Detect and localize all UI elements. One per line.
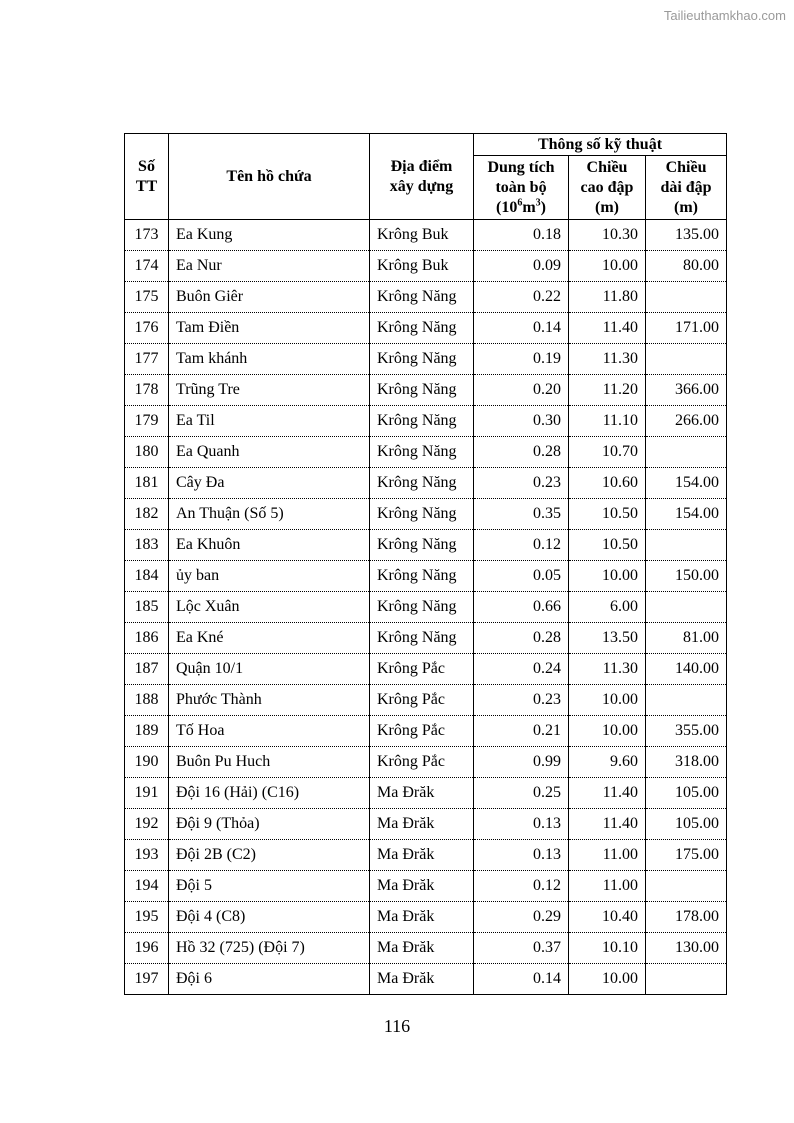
cell-height: 10.40	[569, 902, 646, 933]
cell-stt: 174	[125, 251, 169, 282]
cell-stt: 195	[125, 902, 169, 933]
table-row	[125, 654, 727, 685]
header-capacity-unit-exp1: 6	[517, 197, 523, 209]
cell-location: Ma Đrăk	[370, 933, 474, 964]
table-body	[125, 220, 727, 995]
cell-length: 318.00	[646, 747, 727, 778]
cell-length: 105.00	[646, 778, 727, 809]
cell-location: Krông Năng	[370, 313, 474, 344]
cell-name: Ea Kné	[169, 623, 370, 654]
cell-capacity: 0.99	[474, 747, 569, 778]
cell-capacity: 0.35	[474, 499, 569, 530]
cell-stt: 197	[125, 964, 169, 995]
table-row	[125, 747, 727, 778]
table-row	[125, 902, 727, 933]
cell-name: Đội 6	[169, 964, 370, 995]
cell-location: Ma Đrăk	[370, 840, 474, 871]
cell-stt: 191	[125, 778, 169, 809]
cell-name: Buôn Giêr	[169, 282, 370, 313]
cell-height: 11.40	[569, 778, 646, 809]
cell-capacity: 0.23	[474, 685, 569, 716]
cell-stt: 185	[125, 592, 169, 623]
cell-location: Krông Năng	[370, 623, 474, 654]
cell-name: Đội 4 (C8)	[169, 902, 370, 933]
cell-name: ủy ban	[169, 561, 370, 592]
cell-location: Krông Năng	[370, 344, 474, 375]
table-row	[125, 778, 727, 809]
cell-capacity: 0.22	[474, 282, 569, 313]
cell-capacity: 0.20	[474, 375, 569, 406]
cell-capacity: 0.12	[474, 871, 569, 902]
cell-capacity: 0.25	[474, 778, 569, 809]
cell-capacity: 0.28	[474, 623, 569, 654]
cell-stt: 183	[125, 530, 169, 561]
cell-length: 266.00	[646, 406, 727, 437]
cell-length: 355.00	[646, 716, 727, 747]
cell-length: 366.00	[646, 375, 727, 406]
table-row	[125, 623, 727, 654]
cell-capacity: 0.30	[474, 406, 569, 437]
cell-capacity: 0.14	[474, 964, 569, 995]
header-capacity-label: Dung tích toàn bộ	[487, 158, 555, 196]
cell-stt: 188	[125, 685, 169, 716]
cell-stt: 190	[125, 747, 169, 778]
cell-capacity: 0.12	[474, 530, 569, 561]
cell-capacity: 0.13	[474, 840, 569, 871]
cell-length: 154.00	[646, 499, 727, 530]
cell-height: 10.00	[569, 251, 646, 282]
cell-capacity: 0.19	[474, 344, 569, 375]
header-capacity-unit-exp2: 3	[535, 197, 541, 209]
cell-length: 150.00	[646, 561, 727, 592]
cell-capacity: 0.23	[474, 468, 569, 499]
cell-stt: 189	[125, 716, 169, 747]
cell-capacity: 0.09	[474, 251, 569, 282]
cell-height: 11.10	[569, 406, 646, 437]
cell-stt: 181	[125, 468, 169, 499]
cell-length: 80.00	[646, 251, 727, 282]
cell-location: Krông Năng	[370, 561, 474, 592]
cell-location: Krông Năng	[370, 592, 474, 623]
cell-length	[646, 592, 727, 623]
cell-name: Lộc Xuân	[169, 592, 370, 623]
cell-name: Tam khánh	[169, 344, 370, 375]
cell-location: Ma Đrăk	[370, 902, 474, 933]
cell-stt: 176	[125, 313, 169, 344]
cell-name: Đội 5	[169, 871, 370, 902]
table-row	[125, 499, 727, 530]
table-row	[125, 933, 727, 964]
cell-location: Krông Năng	[370, 468, 474, 499]
cell-length: 171.00	[646, 313, 727, 344]
cell-height: 10.00	[569, 685, 646, 716]
table-row	[125, 840, 727, 871]
table-row	[125, 437, 727, 468]
table-row	[125, 716, 727, 747]
cell-stt: 184	[125, 561, 169, 592]
table-row	[125, 871, 727, 902]
cell-capacity: 0.28	[474, 437, 569, 468]
cell-length: 130.00	[646, 933, 727, 964]
cell-location: Ma Đrăk	[370, 871, 474, 902]
header-stt: Số TT	[125, 134, 169, 220]
cell-location: Krông Buk	[370, 251, 474, 282]
cell-location: Krông Năng	[370, 437, 474, 468]
cell-length: 105.00	[646, 809, 727, 840]
cell-name: Đội 2B (C2)	[169, 840, 370, 871]
table-row	[125, 561, 727, 592]
cell-name: Phước Thành	[169, 685, 370, 716]
table-row	[125, 282, 727, 313]
cell-stt: 180	[125, 437, 169, 468]
cell-height: 10.60	[569, 468, 646, 499]
header-name: Tên hồ chứa	[169, 134, 370, 220]
table-row	[125, 220, 727, 251]
cell-name: Đội 16 (Hải) (C16)	[169, 778, 370, 809]
cell-stt: 177	[125, 344, 169, 375]
cell-height: 9.60	[569, 747, 646, 778]
cell-location: Ma Đrăk	[370, 778, 474, 809]
cell-height: 11.00	[569, 871, 646, 902]
cell-height: 11.40	[569, 809, 646, 840]
table-row	[125, 406, 727, 437]
cell-height: 10.50	[569, 499, 646, 530]
cell-location: Krông Pắc	[370, 716, 474, 747]
cell-length	[646, 344, 727, 375]
table-row	[125, 809, 727, 840]
header-capacity-unit-mid: m	[522, 198, 536, 216]
cell-name: Ea Nur	[169, 251, 370, 282]
cell-height: 11.30	[569, 654, 646, 685]
cell-location: Krông Buk	[370, 220, 474, 251]
cell-length	[646, 437, 727, 468]
header-capacity	[474, 156, 569, 220]
cell-height: 10.50	[569, 530, 646, 561]
cell-capacity: 0.37	[474, 933, 569, 964]
cell-name: Tố Hoa	[169, 716, 370, 747]
cell-length: 135.00	[646, 220, 727, 251]
reservoir-table	[124, 133, 727, 995]
table-row	[125, 592, 727, 623]
cell-height: 10.10	[569, 933, 646, 964]
cell-name: An Thuận (Số 5)	[169, 499, 370, 530]
cell-name: Quận 10/1	[169, 654, 370, 685]
header-location: Địa điểm xây dựng	[370, 134, 474, 220]
cell-name: Ea Kung	[169, 220, 370, 251]
header-length: Chiều dài đập (m)	[646, 156, 727, 220]
cell-capacity: 0.18	[474, 220, 569, 251]
cell-location: Krông Năng	[370, 530, 474, 561]
page-number: 116	[383, 1016, 411, 1036]
cell-location: Krông Năng	[370, 406, 474, 437]
cell-stt: 196	[125, 933, 169, 964]
cell-height: 11.40	[569, 313, 646, 344]
cell-location: Krông Pắc	[370, 654, 474, 685]
table-row	[125, 530, 727, 561]
cell-stt: 194	[125, 871, 169, 902]
cell-length: 140.00	[646, 654, 727, 685]
cell-location: Krông Pắc	[370, 747, 474, 778]
cell-stt: 173	[125, 220, 169, 251]
cell-height: 6.00	[569, 592, 646, 623]
cell-length: 154.00	[646, 468, 727, 499]
table-row	[125, 251, 727, 282]
table-header	[125, 134, 727, 220]
cell-stt: 175	[125, 282, 169, 313]
cell-length	[646, 685, 727, 716]
cell-location: Ma Đrăk	[370, 964, 474, 995]
cell-name: Ea Khuôn	[169, 530, 370, 561]
cell-height: 10.70	[569, 437, 646, 468]
cell-location: Krông Pắc	[370, 685, 474, 716]
cell-length	[646, 530, 727, 561]
cell-location: Ma Đrăk	[370, 809, 474, 840]
cell-length	[646, 871, 727, 902]
cell-name: Tam Điền	[169, 313, 370, 344]
cell-name: Ea Til	[169, 406, 370, 437]
cell-location: Krông Năng	[370, 282, 474, 313]
header-technical-group: Thông số kỹ thuật	[474, 134, 727, 156]
cell-name: Cây Đa	[169, 468, 370, 499]
cell-capacity: 0.13	[474, 809, 569, 840]
table-row	[125, 344, 727, 375]
cell-height: 10.00	[569, 716, 646, 747]
cell-capacity: 0.14	[474, 313, 569, 344]
header-capacity-unit-close: )	[540, 198, 546, 216]
table-row	[125, 964, 727, 995]
cell-height: 10.30	[569, 220, 646, 251]
cell-height: 10.00	[569, 964, 646, 995]
table-row	[125, 685, 727, 716]
cell-length: 178.00	[646, 902, 727, 933]
cell-capacity: 0.66	[474, 592, 569, 623]
table-row	[125, 375, 727, 406]
cell-height: 11.30	[569, 344, 646, 375]
cell-stt: 182	[125, 499, 169, 530]
cell-height: 13.50	[569, 623, 646, 654]
header-height: Chiều cao đập (m)	[569, 156, 646, 220]
cell-stt: 192	[125, 809, 169, 840]
cell-name: Buôn Pu Huch	[169, 747, 370, 778]
cell-height: 10.00	[569, 561, 646, 592]
cell-capacity: 0.21	[474, 716, 569, 747]
cell-capacity: 0.05	[474, 561, 569, 592]
cell-name: Đội 9 (Thỏa)	[169, 809, 370, 840]
cell-length	[646, 282, 727, 313]
cell-stt: 178	[125, 375, 169, 406]
cell-height: 11.20	[569, 375, 646, 406]
cell-height: 11.80	[569, 282, 646, 313]
cell-location: Krông Năng	[370, 499, 474, 530]
cell-name: Hồ 32 (725) (Đội 7)	[169, 933, 370, 964]
watermark-text: Tailieuthamkhao.com	[663, 8, 786, 23]
cell-stt: 179	[125, 406, 169, 437]
cell-stt: 187	[125, 654, 169, 685]
cell-stt: 193	[125, 840, 169, 871]
cell-height: 11.00	[569, 840, 646, 871]
cell-location: Krông Năng	[370, 375, 474, 406]
cell-name: Trũng Tre	[169, 375, 370, 406]
table-row	[125, 313, 727, 344]
cell-name: Ea Quanh	[169, 437, 370, 468]
table-row	[125, 468, 727, 499]
cell-length: 81.00	[646, 623, 727, 654]
cell-length: 175.00	[646, 840, 727, 871]
cell-stt: 186	[125, 623, 169, 654]
cell-length	[646, 964, 727, 995]
cell-capacity: 0.24	[474, 654, 569, 685]
header-capacity-unit-open: (10	[496, 198, 518, 216]
cell-capacity: 0.29	[474, 902, 569, 933]
